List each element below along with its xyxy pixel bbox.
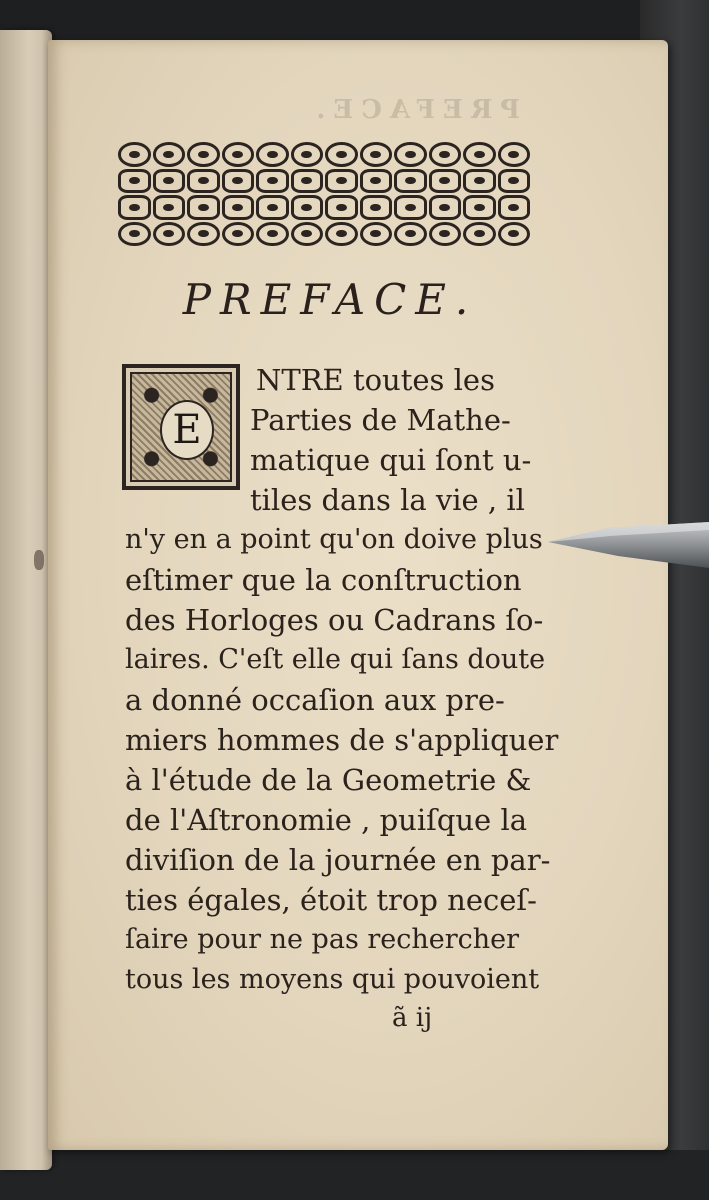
ornament-knot <box>153 142 186 167</box>
text-line: des Horloges ou Cadrans ſo- <box>125 603 544 637</box>
ornament-knot <box>291 142 324 167</box>
ornament-knot <box>360 222 393 247</box>
ornament-knot <box>360 195 393 220</box>
text-line: ties égales, étoit trop neceſ- <box>125 883 537 917</box>
ornament-knot <box>498 195 531 220</box>
text-line: miers hommes de s'appliquer <box>125 723 559 757</box>
text-line: a donné occaſion aux pre- <box>125 683 505 717</box>
drop-cap-letter: E <box>160 400 214 460</box>
text-line: tiles dans la vie , il <box>250 483 525 517</box>
text-line: diviſion de la journée en par- <box>125 843 551 877</box>
knife-blade-icon <box>548 510 709 570</box>
page-title: PREFACE. <box>182 275 478 324</box>
ornament-knot <box>256 169 289 194</box>
ornament-knot <box>463 169 496 194</box>
ornament-knot <box>429 195 462 220</box>
ornament-knot <box>291 169 324 194</box>
drop-cap-ornament <box>130 372 232 482</box>
ornament-knot <box>463 195 496 220</box>
ornament-knot <box>360 169 393 194</box>
text-line: Parties de Mathe- <box>250 403 511 437</box>
text-line: eſtimer que la conſtruction <box>125 563 522 597</box>
ornament-knot <box>394 169 427 194</box>
ornament-knot <box>360 142 393 167</box>
ornament-knot <box>291 195 324 220</box>
ornament-knot <box>256 195 289 220</box>
ornament-knot <box>222 222 255 247</box>
ornament-knot <box>394 195 427 220</box>
text-line: tous les moyens qui pouvoient <box>125 964 540 995</box>
ornament-knot <box>118 142 151 167</box>
ornament-knot <box>498 142 531 167</box>
text-line: laires. C'eſt elle qui ſans doute <box>125 644 546 675</box>
drop-cap-frame <box>122 364 240 490</box>
signature-mark: ã ij <box>392 1003 433 1033</box>
text-line: ſaire pour ne pas rechercher <box>125 924 520 955</box>
ornament-knot <box>222 142 255 167</box>
ornament-knot <box>118 222 151 247</box>
previous-leaf-edge <box>0 30 52 1170</box>
ornament-knot <box>187 142 220 167</box>
ornament-knot <box>187 195 220 220</box>
ornament-knot <box>429 222 462 247</box>
ornament-knot <box>325 142 358 167</box>
show-through-text: PREFACE. <box>308 95 520 125</box>
ornament-knot <box>222 169 255 194</box>
ornament-knot <box>187 222 220 247</box>
ornament-knot <box>394 142 427 167</box>
ornament-knot <box>291 222 324 247</box>
ornament-knot <box>118 169 151 194</box>
ornament-knot <box>429 142 462 167</box>
table-surface <box>0 1150 709 1200</box>
ornament-knot <box>222 195 255 220</box>
ornament-knot <box>498 222 531 247</box>
ornament-knot <box>429 169 462 194</box>
stain-mark <box>34 550 44 570</box>
ornament-knot <box>256 222 289 247</box>
text-line: NTRE toutes les <box>256 363 495 397</box>
ornament-knot <box>153 195 186 220</box>
ornament-knot <box>463 142 496 167</box>
decorative-headpiece <box>118 142 530 246</box>
text-line: n'y en a point qu'on doive plus <box>125 524 543 555</box>
text-line: matique qui ſont u- <box>250 443 532 477</box>
ornament-knot <box>256 142 289 167</box>
ornament-knot <box>325 222 358 247</box>
text-line: de l'Aſtronomie , puiſque la <box>125 803 528 837</box>
ornament-knot <box>325 169 358 194</box>
ornament-knot <box>463 222 496 247</box>
text-line: à l'étude de la Geometrie & <box>125 763 532 797</box>
ornament-knot <box>153 222 186 247</box>
ornament-knot <box>153 169 186 194</box>
ornament-knot <box>394 222 427 247</box>
ornament-knot <box>187 169 220 194</box>
ornament-knot <box>118 195 151 220</box>
ornament-knot <box>498 169 531 194</box>
ornament-knot <box>325 195 358 220</box>
